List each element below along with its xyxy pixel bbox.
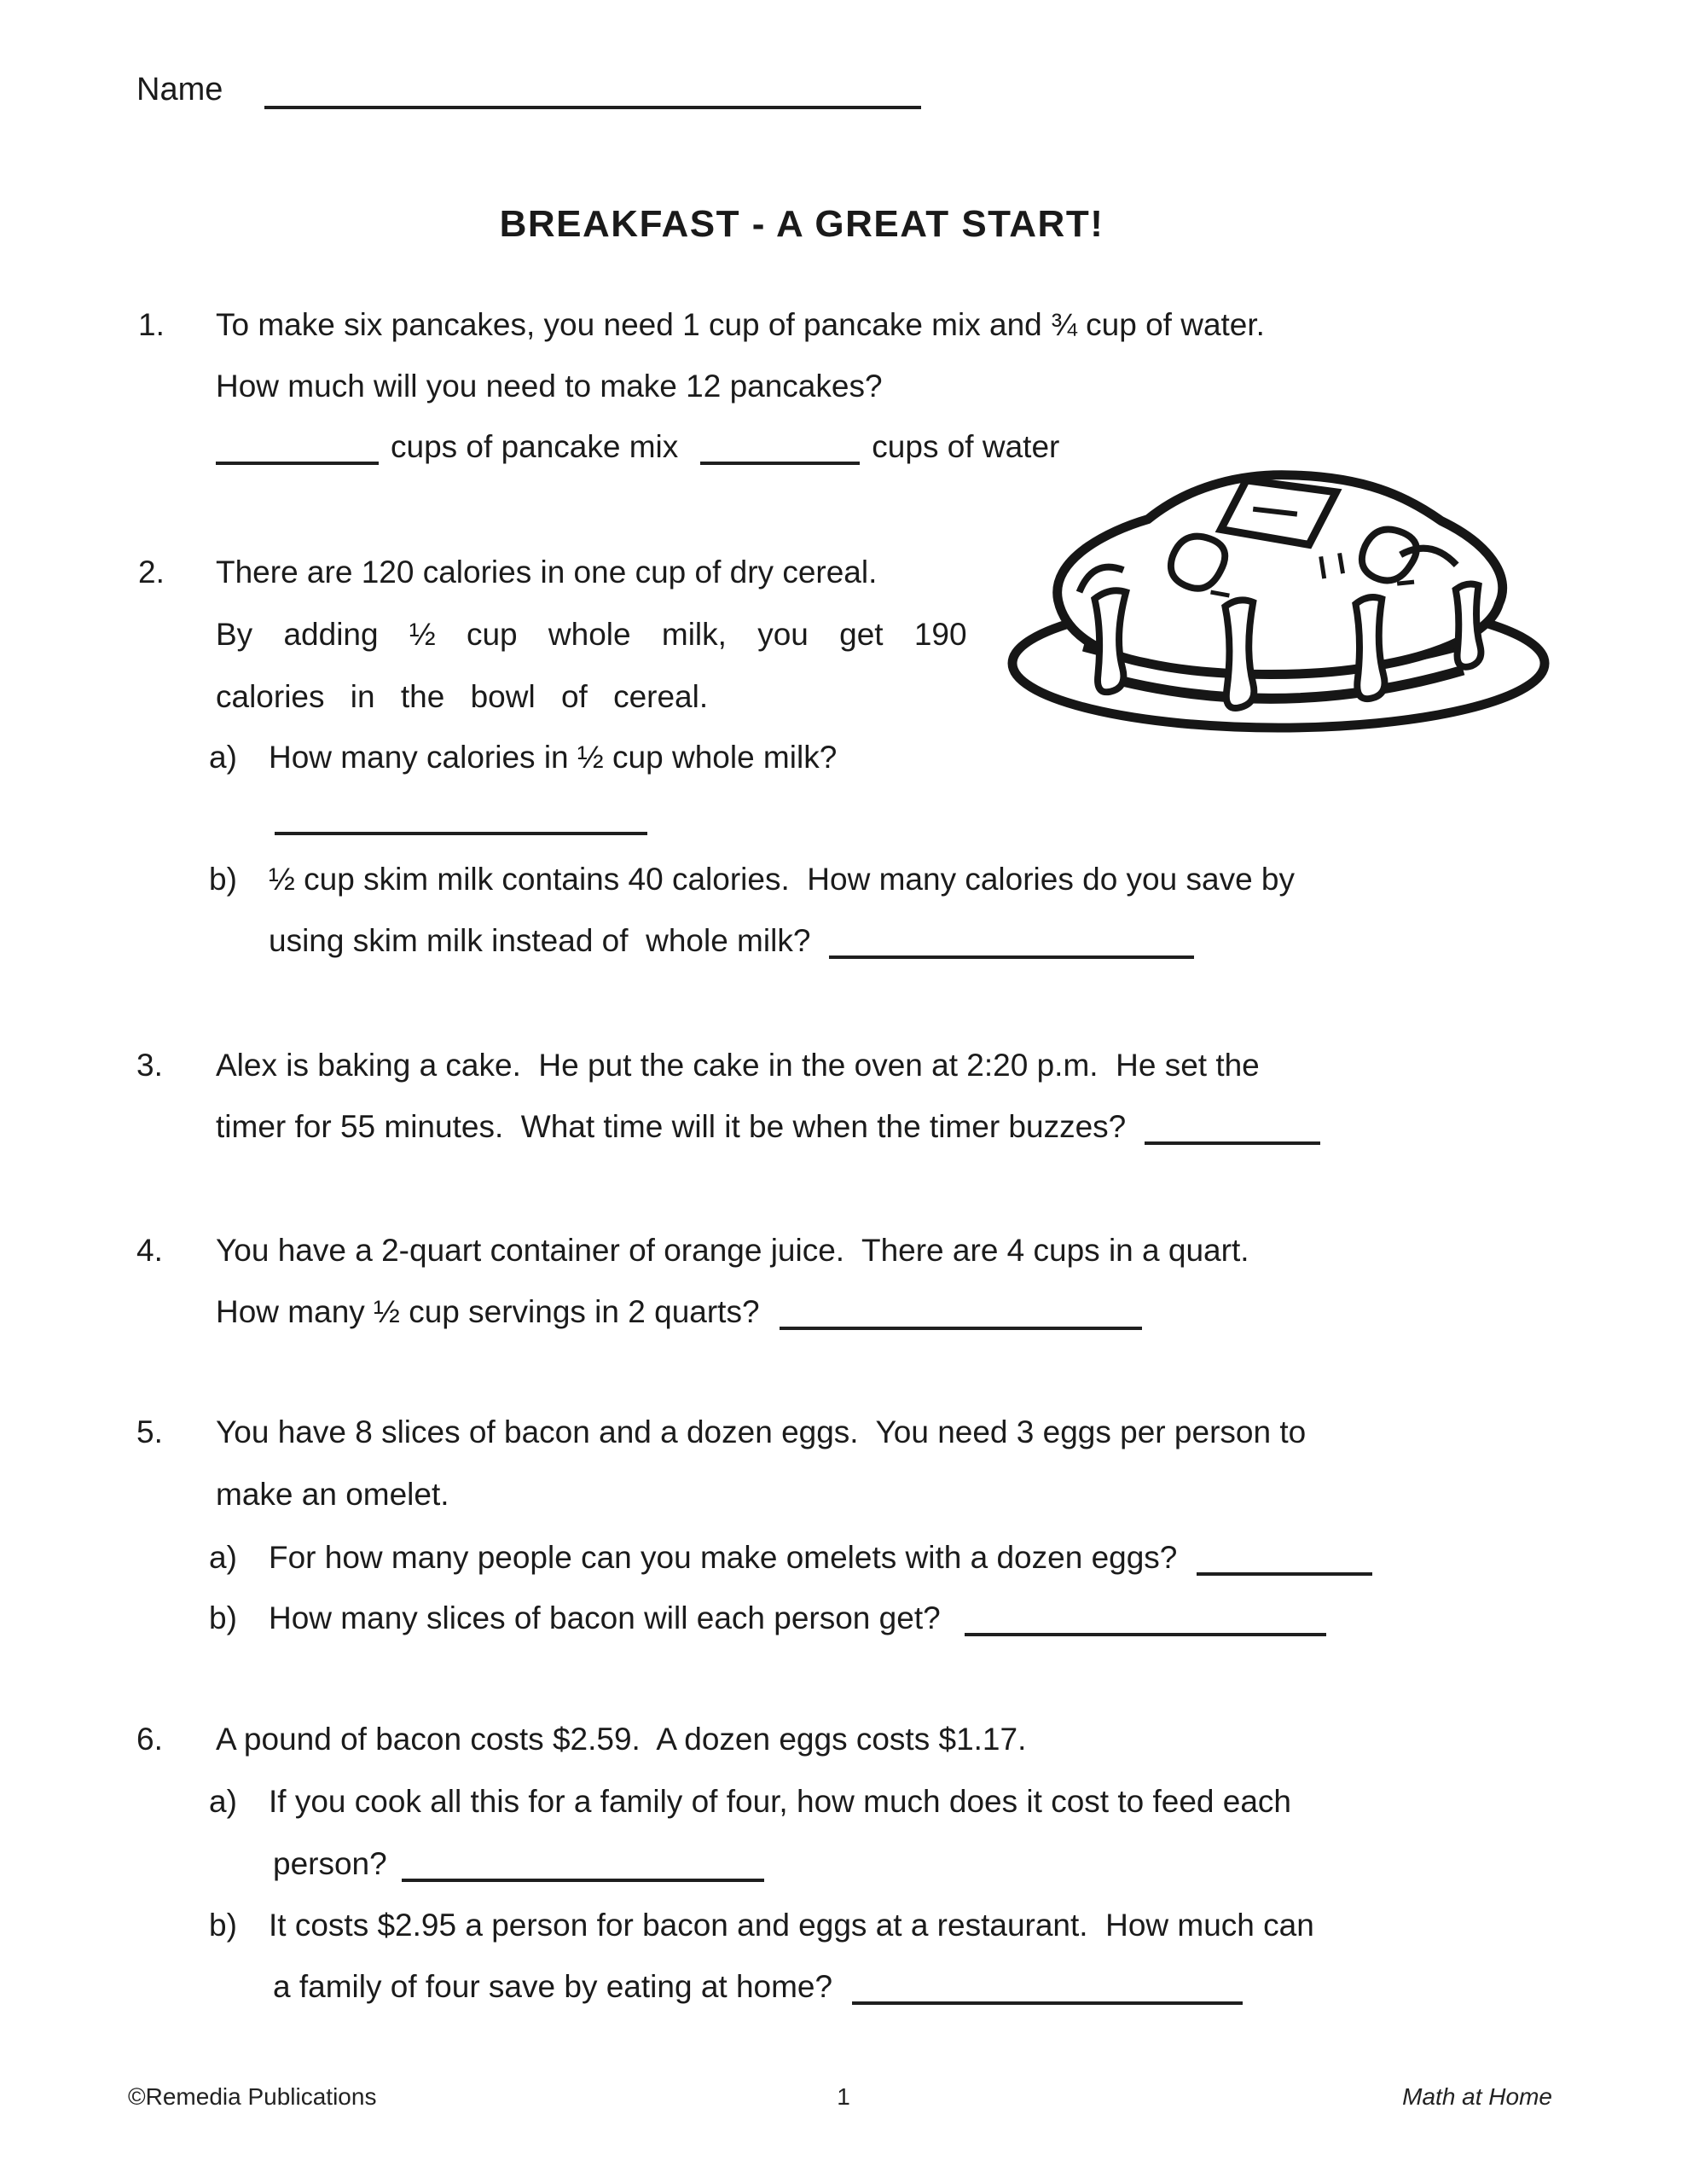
answer-blank-q5b[interactable] (965, 1631, 1326, 1636)
question-2a-marker: a) (209, 740, 237, 775)
question-3-line-2 (216, 1109, 1320, 1146)
name-fill-line[interactable] (264, 106, 921, 109)
question-5-line-2: make an omelet. (216, 1477, 449, 1512)
question-4-number: 4. (136, 1233, 163, 1268)
question-6-line-1: A pound of bacon costs $2.59. A dozen eggs costs $1.17. (216, 1722, 1027, 1757)
question-1-fill-line (216, 429, 1059, 466)
pancakes-illustration (998, 465, 1568, 736)
question-6b-line-2 (273, 1969, 1243, 2006)
question-5-number: 5. (136, 1414, 163, 1449)
answer-blank-q1-water[interactable] (700, 460, 860, 465)
question-5-line-1: You have 8 slices of bacon and a dozen eggs. You need 3 eggs per person to (216, 1414, 1307, 1449)
question-6-number: 6. (136, 1722, 163, 1757)
question-6a-marker: a) (209, 1784, 237, 1819)
answer-blank-q1-mix[interactable] (216, 460, 379, 465)
answer-blank-q6a[interactable] (402, 1877, 764, 1882)
footer-copyright: ©Remedia Publications (128, 2083, 377, 2110)
question-2-line-3: calories in the bowl of cereal. (216, 679, 709, 714)
question-1-number: 1. (138, 307, 165, 342)
answer-blank-q3[interactable] (1145, 1140, 1320, 1145)
question-3-number: 3. (136, 1048, 163, 1083)
question-2b-line-2 (269, 923, 1194, 960)
question-6b-line-2-text: a family of four save by eating at home? (273, 1969, 833, 2004)
question-6a-line-1: If you cook all this for a family of four, how much does it cost to feed each (269, 1784, 1291, 1819)
question-4-line-2-text: How many ½ cup servings in 2 quarts? (216, 1294, 760, 1329)
answer-blank-q4[interactable] (780, 1325, 1142, 1330)
question-2-number: 2. (138, 555, 165, 590)
question-6a-line-2-text: person? (273, 1846, 387, 1881)
footer-book-title: Math at Home (1402, 2083, 1552, 2110)
question-3-line-1: Alex is baking a cake. He put the cake in the oven at 2:20 p.m. He set the (216, 1048, 1260, 1083)
question-5b-marker: b) (209, 1600, 237, 1635)
question-6b-marker: b) (209, 1908, 237, 1943)
q1-fill-label-mix: cups of pancake mix (391, 429, 679, 464)
question-5a-line (269, 1540, 1372, 1577)
name-label: Name (136, 72, 223, 107)
question-2-line-1: There are 120 calories in one cup of dry cereal. (216, 555, 878, 590)
question-2b-marker: b) (209, 862, 237, 897)
answer-blank-q2b[interactable] (829, 954, 1194, 959)
footer-page-number: 1 (837, 2083, 850, 2110)
question-1-line-2: How much will you need to make 12 pancakes? (216, 369, 883, 404)
question-2b-line-2-text: using skim milk instead of whole milk? (269, 923, 811, 958)
question-6a-line-2 (273, 1846, 764, 1883)
answer-blank-q6b[interactable] (852, 2000, 1243, 2005)
question-1-line-1: To make six pancakes, you need 1 cup of pancake mix and ¾ cup of water. (216, 307, 1265, 342)
question-5b-text: How many slices of bacon will each person get? (269, 1600, 941, 1635)
question-2b-line-1: ½ cup skim milk contains 40 calories. How many calories do you save by (269, 862, 1296, 897)
page-title: BREAKFAST - A GREAT START! (499, 203, 1104, 245)
question-6b-line-1: It costs $2.95 a person for bacon and eggs at a restaurant. How much can (269, 1908, 1314, 1943)
question-5a-text: For how many people can you make omelets with a dozen eggs? (269, 1540, 1178, 1575)
question-4-line-1: You have a 2-quart container of orange juice. There are 4 cups in a quart. (216, 1233, 1249, 1268)
question-5a-marker: a) (209, 1540, 237, 1575)
answer-blank-q5a[interactable] (1197, 1571, 1372, 1576)
q1-fill-label-water: cups of water (872, 429, 1060, 464)
question-5b-line (269, 1600, 1326, 1637)
question-2-line-2: By adding ½ cup whole milk, you get 190 (216, 617, 967, 652)
question-2a-text: How many calories in ½ cup whole milk? (269, 740, 838, 775)
question-4-line-2 (216, 1294, 1142, 1331)
question-3-line-2-text: timer for 55 minutes. What time will it be when the timer buzzes? (216, 1109, 1127, 1144)
answer-blank-q2a[interactable] (275, 832, 647, 835)
